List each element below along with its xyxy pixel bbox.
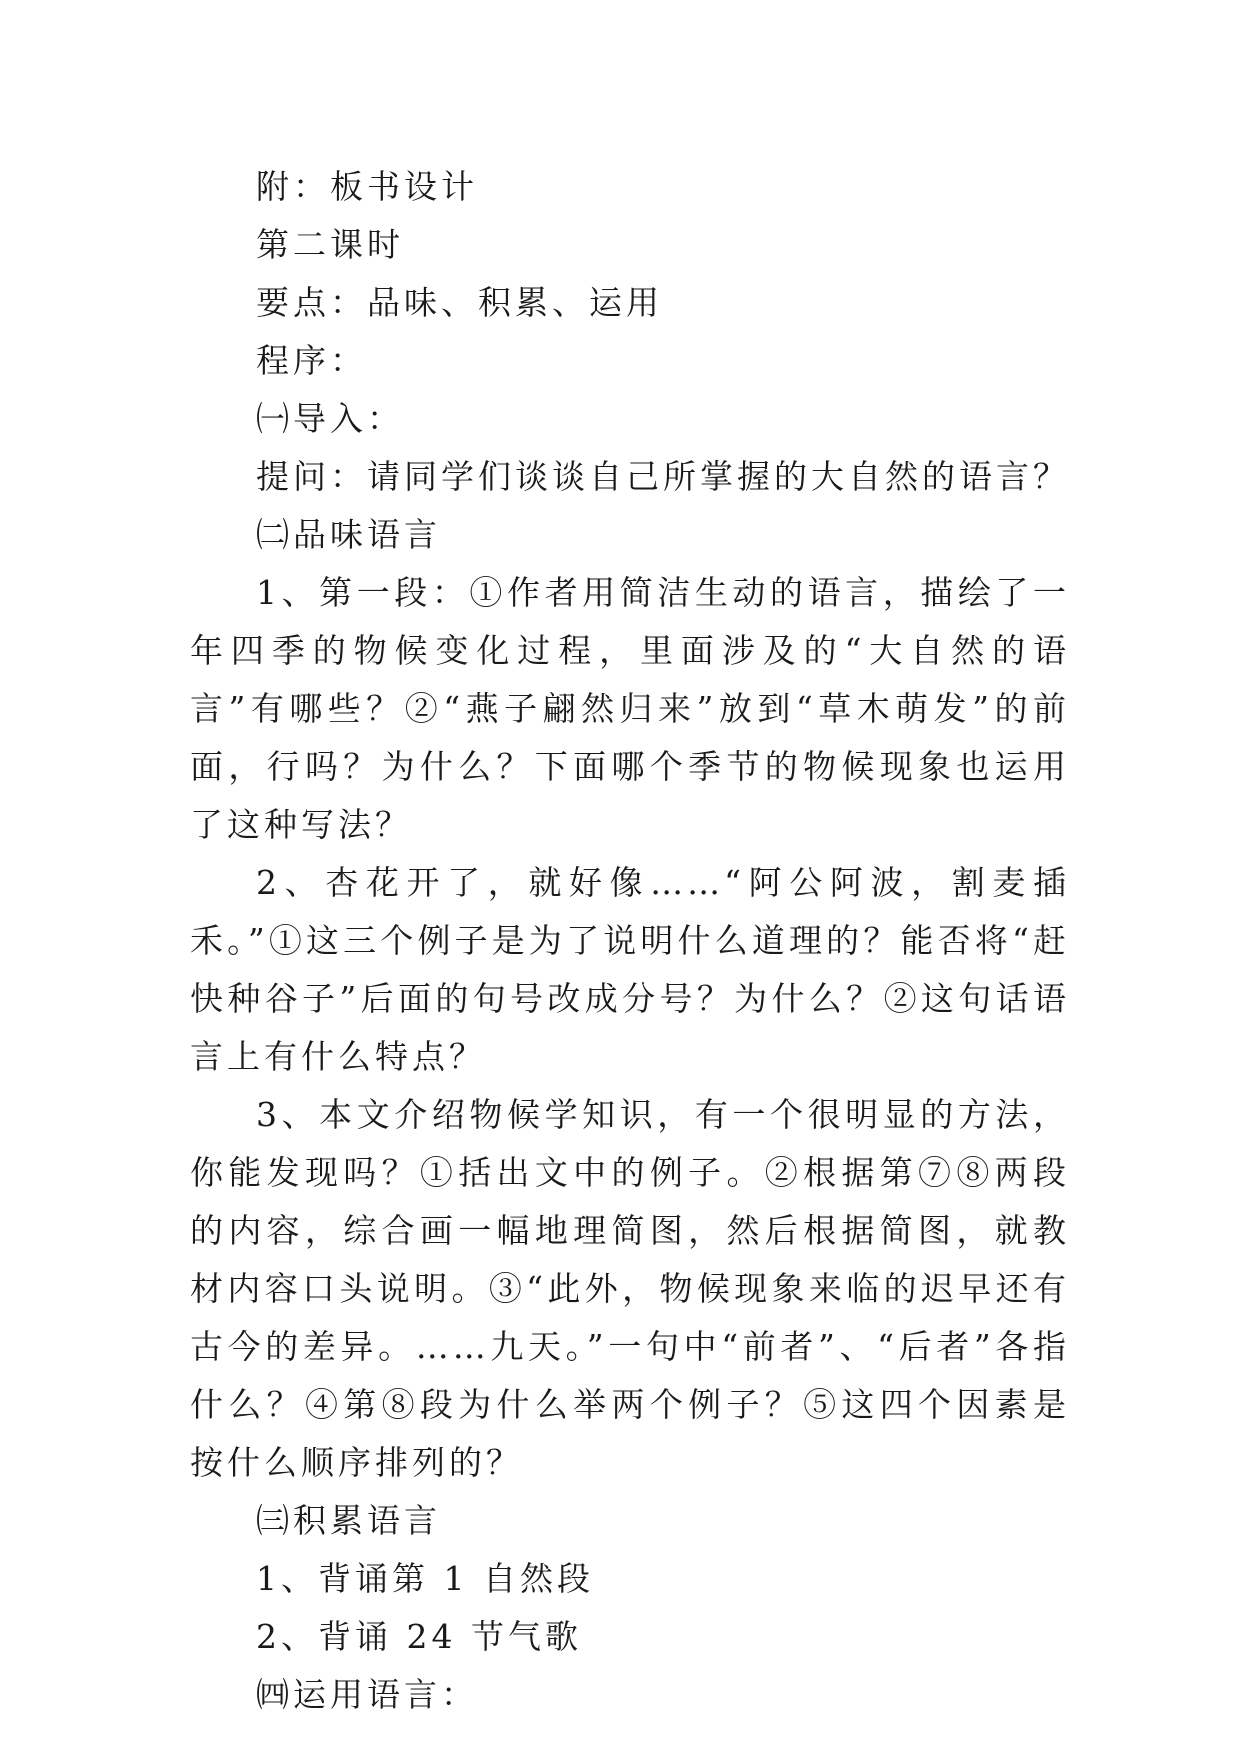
section4-heading: ㈣运用语言： [256, 1675, 478, 1714]
section2-heading: ㈡品味语言 [256, 515, 441, 554]
section1-heading: ㈠导入： [256, 399, 404, 438]
document-body [190, 158, 1070, 1724]
section2-item3: 3、本文介绍物候学知识，有一个很明显的方法，你能发现吗？①括出文中的例子。②根据第⑦⑧两段的内容，综合画一幅地理简图，然后根据简图，就教材内容口头说明。③“此外，物候现象来临的迟早还有古今的差异。……九天。”一句中“前者”、“后者”各指什么？④第⑧段为什么举两个例子？⑤这四个因素是按什么顺序排列的？ [190, 1095, 1070, 1482]
appendix-line: 附：板书设计 [256, 167, 478, 206]
lesson-title: 第二课时 [256, 225, 404, 264]
section3-item2: 2、背诵 24 节气歌 [256, 1617, 582, 1656]
procedure-label: 程序： [256, 341, 367, 380]
section2-item1: 1、第一段：①作者用简洁生动的语言，描绘了一年四季的物候变化过程，里面涉及的“大自然的语言”有哪些？②“燕子翩然归来”放到“草木萌发”的前面，行吗？为什么？下面哪个季节的物候现象也运用了这种写法？ [190, 573, 1070, 844]
key-points: 要点：品味、积累、运用 [256, 283, 663, 322]
section3-heading: ㈢积累语言 [256, 1501, 441, 1540]
section3-item1: 1、背诵第 1 自然段 [256, 1559, 594, 1598]
section2-item2: 2、杏花开了，就好像……“阿公阿波，割麦插禾。”①这三个例子是为了说明什么道理的？能否将“赶快种谷子”后面的句号改成分号？为什么？②这句话语言上有什么特点？ [190, 863, 1070, 1076]
section1-question: 提问：请同学们谈谈自己所掌握的大自然的语言？ [256, 457, 1070, 496]
